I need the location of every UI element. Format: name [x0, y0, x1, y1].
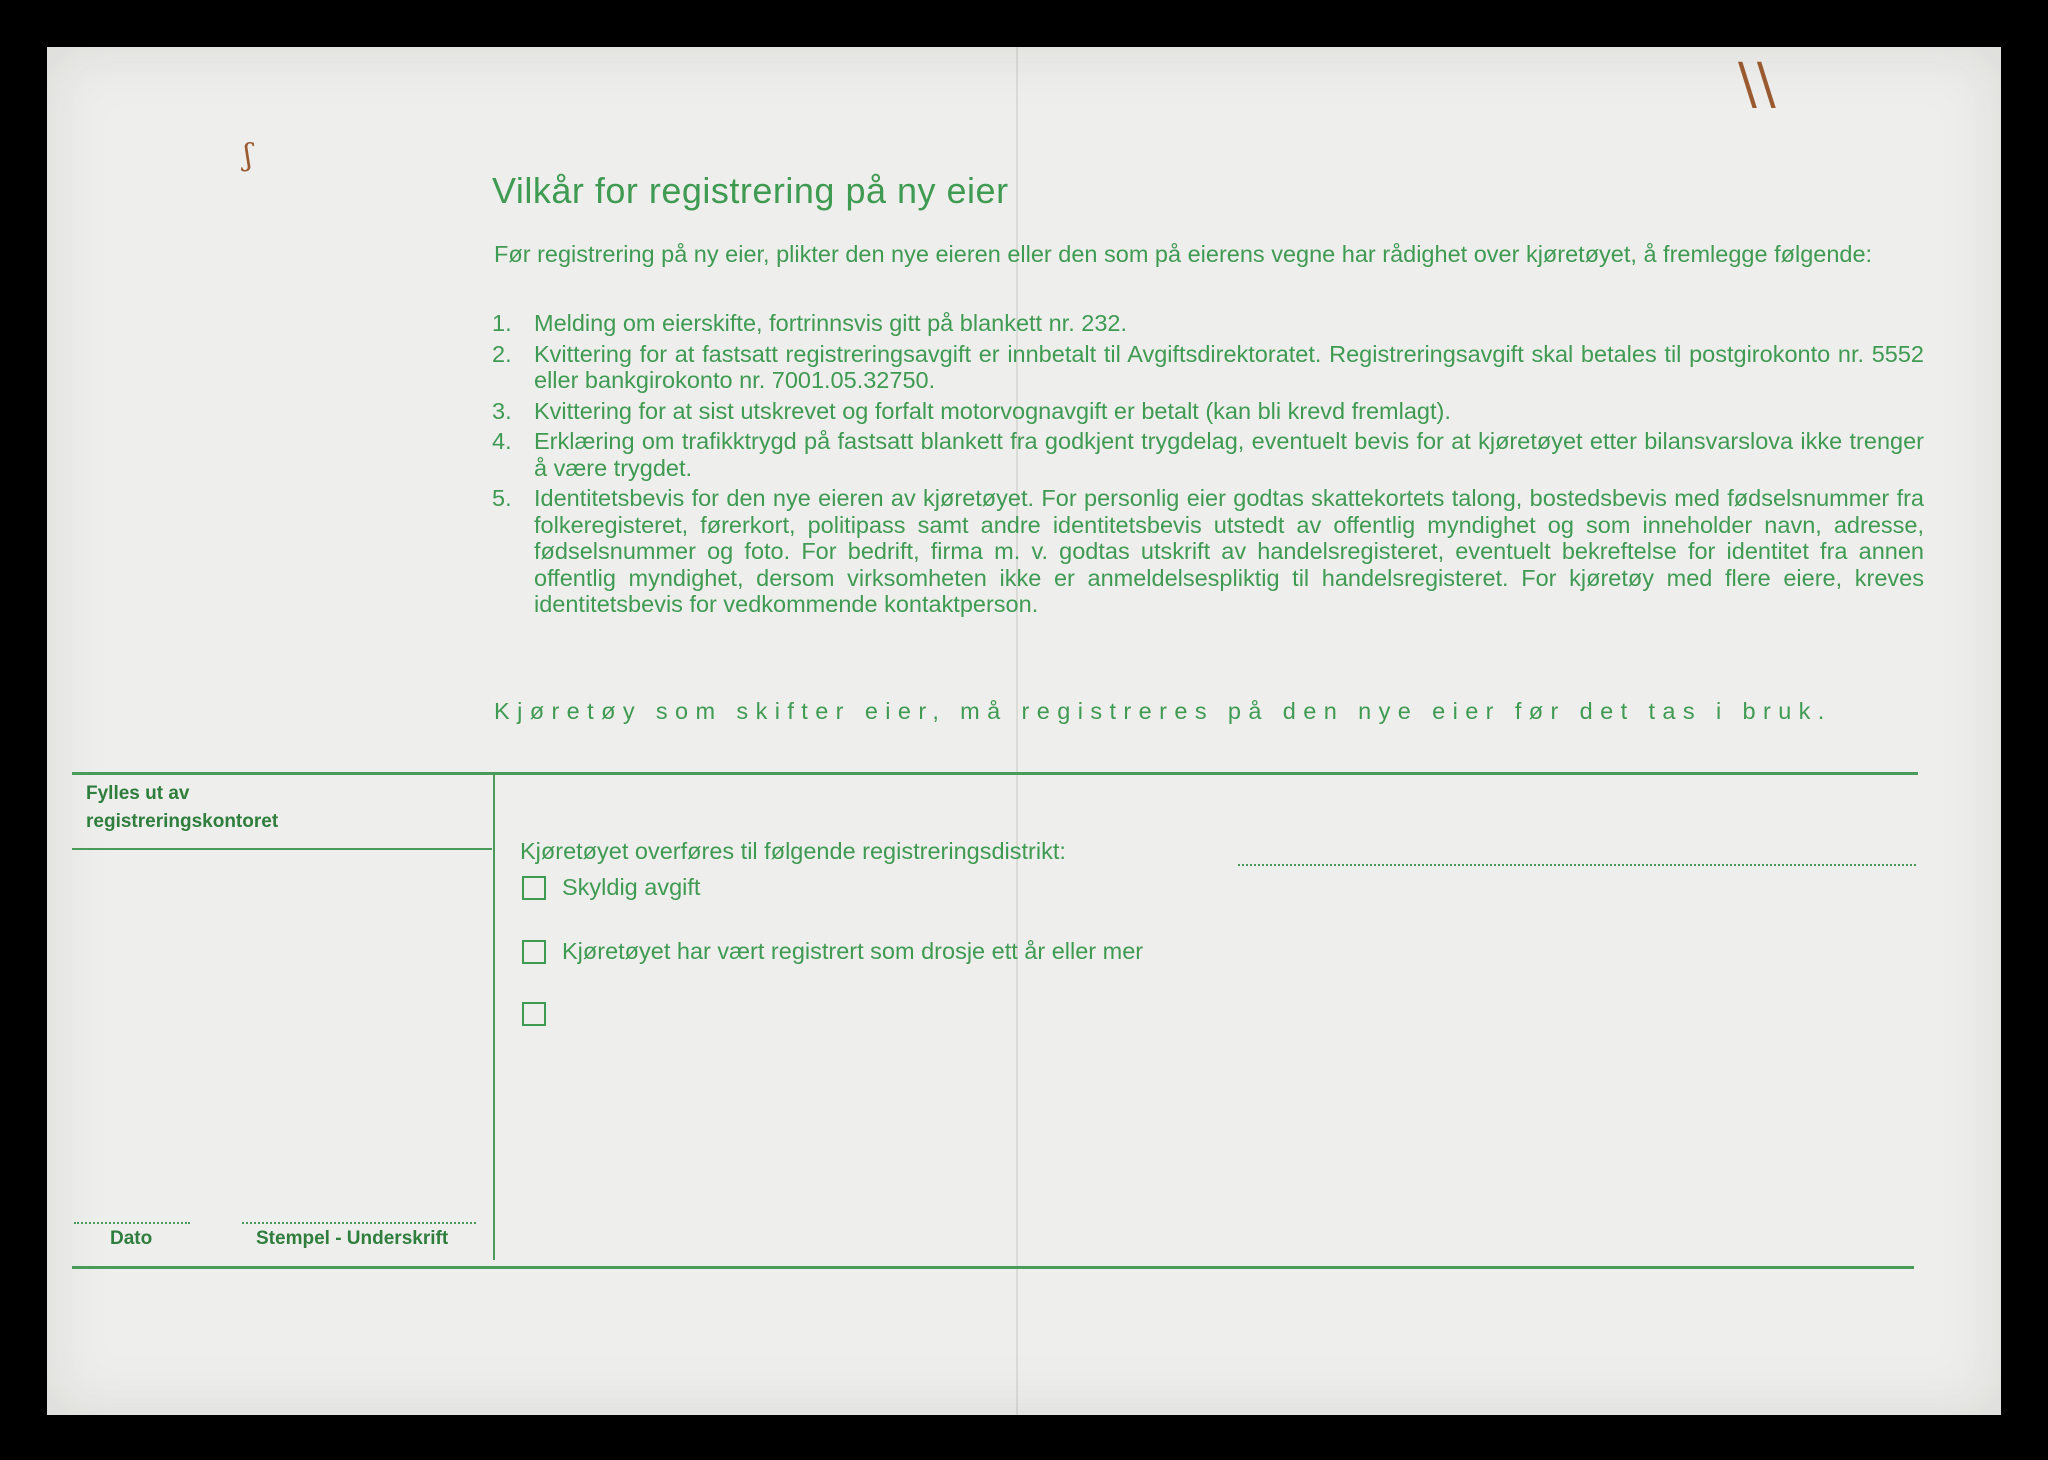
item-number: 4. — [492, 428, 512, 454]
box-top-border — [72, 772, 1918, 775]
checkbox-row-blank[interactable] — [522, 1002, 562, 1026]
list-item — [492, 398, 1924, 425]
date-label: Dato — [110, 1228, 153, 1249]
list-item — [492, 341, 1924, 394]
office-label-line2: registreringskontoret — [86, 811, 279, 832]
office-label — [86, 780, 278, 836]
item-text: Kvittering for at sist utskrevet og forfalt motorvognavgift er betalt (kan bli krevd fremlagt). — [534, 397, 1451, 424]
item-text: Identitetsbevis for den nye eieren av kjøretøyet. For personlig eier godtas skattekortets talong, bostedsbevis med fødselsnummer fra folkeregisteret, førerkort, politipass samt andre identitetsbevis utstedt av offentlig myndighet og som inneholder navn, adresse, fødselsnummer og foto. For bedrift, firma m. v. godtas utskrift av handelsregisteret, eventuelt bekreftelse for identitet fra annen offentlig myndighet, dersom virksomheten ikke er anmeldelsespliktig til handelsregisteret. For kjøretøy med flere eiere, kreves identitetsbevis for vedkommende kontaktperson. — [534, 485, 1924, 617]
paper-tear-mark: ʃ — [244, 138, 253, 173]
checkbox[interactable] — [522, 876, 546, 900]
item-number: 5. — [492, 485, 512, 511]
form-intro: Før registrering på ny eier, plikter den nye eieren eller den som på eierens vegne har rådighet over kjøretøyet, å fremlegge følgende: — [494, 241, 1873, 267]
box-divider — [493, 772, 495, 1260]
item-number: 1. — [492, 310, 512, 336]
requirements-list — [492, 310, 1924, 622]
list-item — [492, 485, 1924, 618]
stamp-label: Stempel - Underskrift — [256, 1228, 449, 1249]
office-label-line1: Fylles ut av — [86, 783, 190, 804]
checkbox-label: Kjøretøyet har vært registrert som drosje ett år eller mer — [562, 938, 1144, 964]
checkbox-label: Skyldig avgift — [562, 874, 701, 900]
box-bottom-border — [72, 1266, 1914, 1269]
registration-notice: Kjøretøy som skifter eier, må registreres på den nye eier før det tas i bruk. — [494, 698, 1832, 724]
checkbox-row-drosje[interactable] — [522, 938, 1143, 965]
checkbox[interactable] — [522, 1002, 546, 1026]
item-number: 2. — [492, 340, 512, 367]
item-text: Melding om eierskifte, fortrinnsvis gitt på blankett nr. 232. — [534, 310, 1128, 336]
item-text: Kvittering for at fastsatt registreringsavgift er innbetalt til Avgiftsdirektoratet. Registreringsavgift skal betales til postgirokonto nr. 5552 eller bankgirokonto nr. 7001.05.32750. — [534, 340, 1924, 393]
list-item — [492, 428, 1924, 481]
form-title: Vilkår for registrering på ny eier — [492, 170, 1009, 211]
item-text: Erklæring om trafikktrygd på fastsatt blankett fra godkjent trygdelag, eventuelt bevis for at kjøretøyet etter bilansvarslova ikke trenger å være trygdet. — [534, 428, 1924, 481]
checkbox-row-skyldig-avgift[interactable] — [522, 874, 700, 901]
stamp-signature-line[interactable] — [242, 1222, 476, 1224]
district-label: Kjøretøyet overføres til følgende registreringsdistrikt: — [520, 838, 1066, 864]
paper-tear-mark: \\ — [1738, 52, 1776, 117]
item-number: 3. — [492, 397, 512, 424]
district-input-line[interactable] — [1238, 864, 1916, 866]
date-signature-line[interactable] — [74, 1222, 190, 1224]
checkbox[interactable] — [522, 940, 546, 964]
label-underline — [72, 848, 492, 850]
list-item — [492, 310, 1924, 337]
